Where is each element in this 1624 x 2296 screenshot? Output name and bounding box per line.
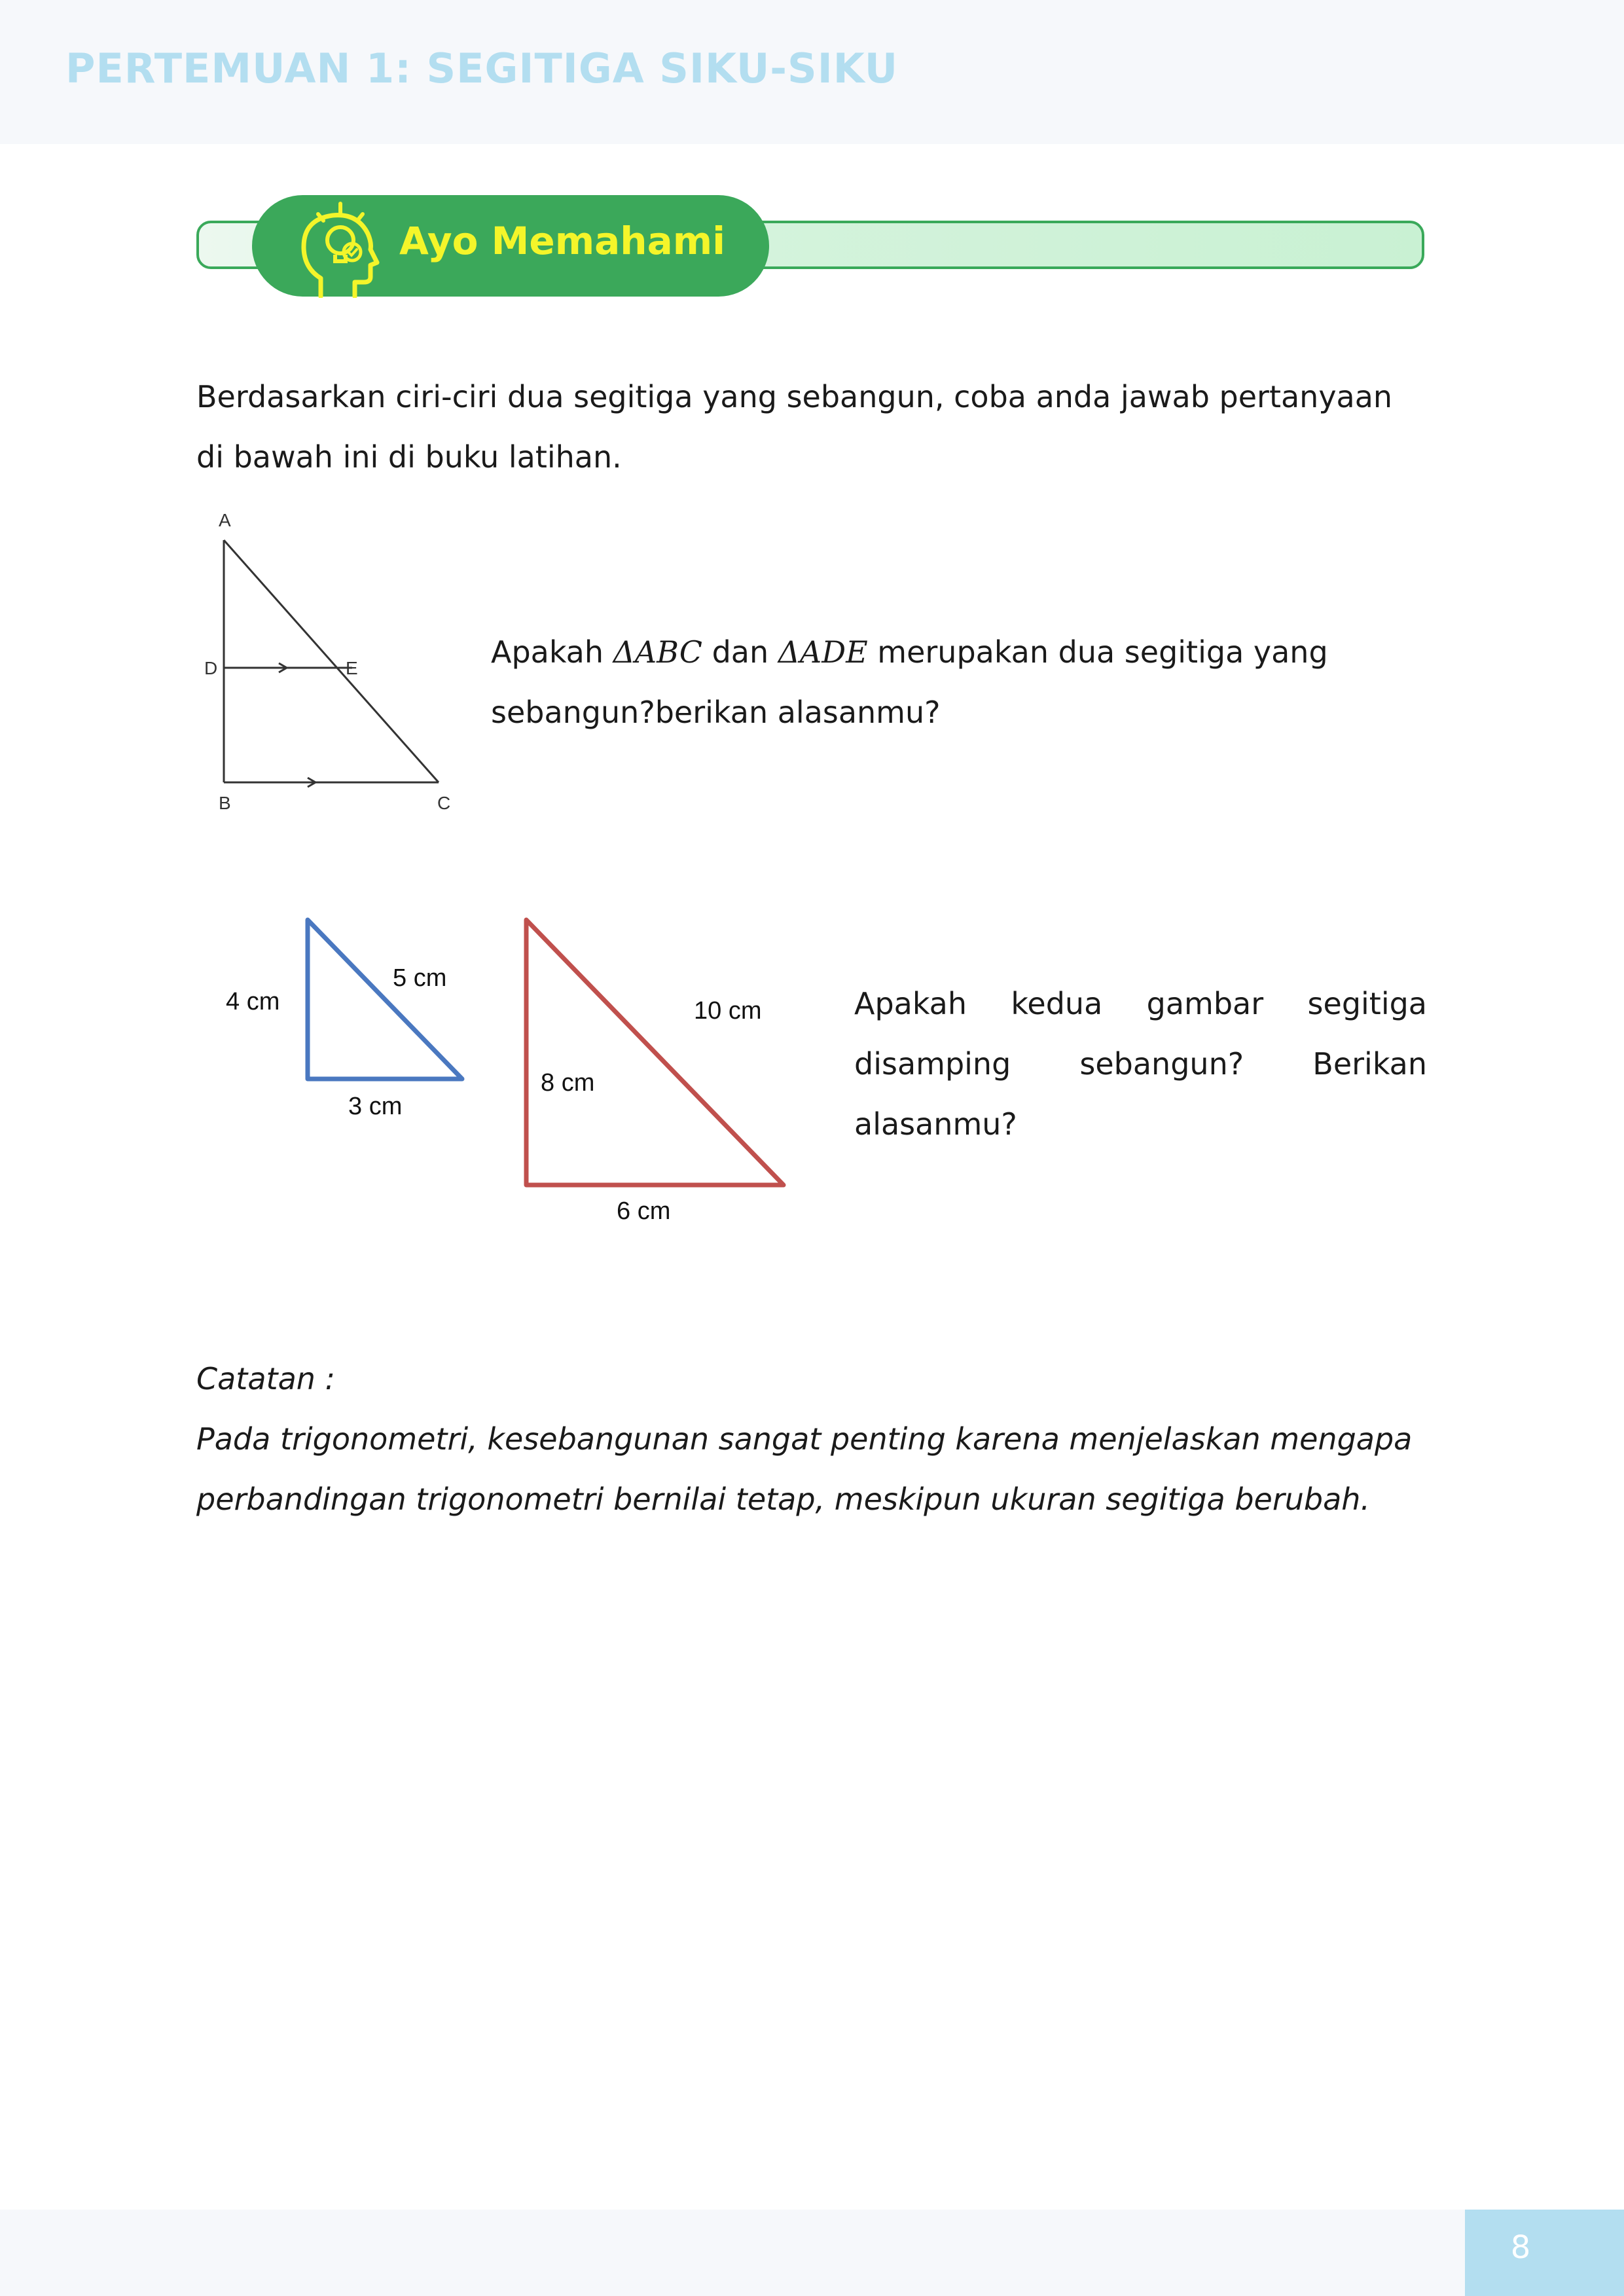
page-number-box [1465,2210,1624,2296]
page-number: 8 [1510,2229,1531,2266]
segment-ac [224,540,439,782]
note-body [196,1409,1427,1529]
note-line-2: perbandingan trigonometri bernilai tetap, meskipun ukuran segitiga berubah. [196,1482,1371,1517]
large-triangle-hyp-label: 10 cm [694,997,762,1025]
question-2 [854,974,1427,1154]
note-line-1: Pada trigonometri, kesebangunan sangat penting karena menjelaskan mengapa [196,1421,1413,1457]
large-triangle [526,920,784,1185]
intro-line-2: di bawah ini di buku latihan. [196,439,622,475]
question-1-line-2: sebangun?berikan alasanmu? [491,695,941,730]
large-triangle-bottom-label: 6 cm [617,1197,671,1225]
intro-line-1: Berdasarkan ciri-ciri dua segitiga yang sebangun, coba anda jawab pertanyaan [196,379,1393,414]
small-triangle [308,920,462,1079]
triangle-ade-symbol: ΔADE [778,634,868,670]
question-2-line-3: alasanmu? [854,1106,1017,1142]
note-heading: Catatan : [196,1361,336,1396]
small-triangle-bottom-label: 3 cm [348,1093,403,1120]
vertex-label-d: D [204,658,218,678]
vertex-label-a: A [219,510,231,530]
question-1 [491,622,1362,742]
large-triangle-left-label: 8 cm [541,1069,595,1097]
question-2-line-1: Apakah kedua gambar segitiga [854,986,1427,1021]
page-header-title: PERTEMUAN 1: SEGITIGA SIKU-SIKU [65,45,899,92]
footer-band [0,2210,1624,2296]
question-1-mid: dan [702,634,778,670]
vertex-label-b: B [219,793,231,813]
small-triangle-hyp-label: 5 cm [393,964,447,992]
question-2-line-2: disamping sebangun? Berikan [854,1046,1427,1082]
small-triangle-left-label: 4 cm [226,988,280,1015]
vertex-label-c: C [437,793,451,813]
figure-two-triangles [196,897,818,1244]
triangle-abc-symbol: ΔABC [613,634,702,670]
question-1-prefix: Apakah [491,634,613,670]
head-lightbulb-icon [295,200,386,298]
section-banner-label: Ayo Memahami [399,219,726,263]
question-1-suffix: merupakan dua segitiga yang [867,634,1328,670]
figure-triangle-abc [196,504,471,818]
vertex-label-e: E [346,658,358,678]
intro-paragraph [196,367,1427,487]
